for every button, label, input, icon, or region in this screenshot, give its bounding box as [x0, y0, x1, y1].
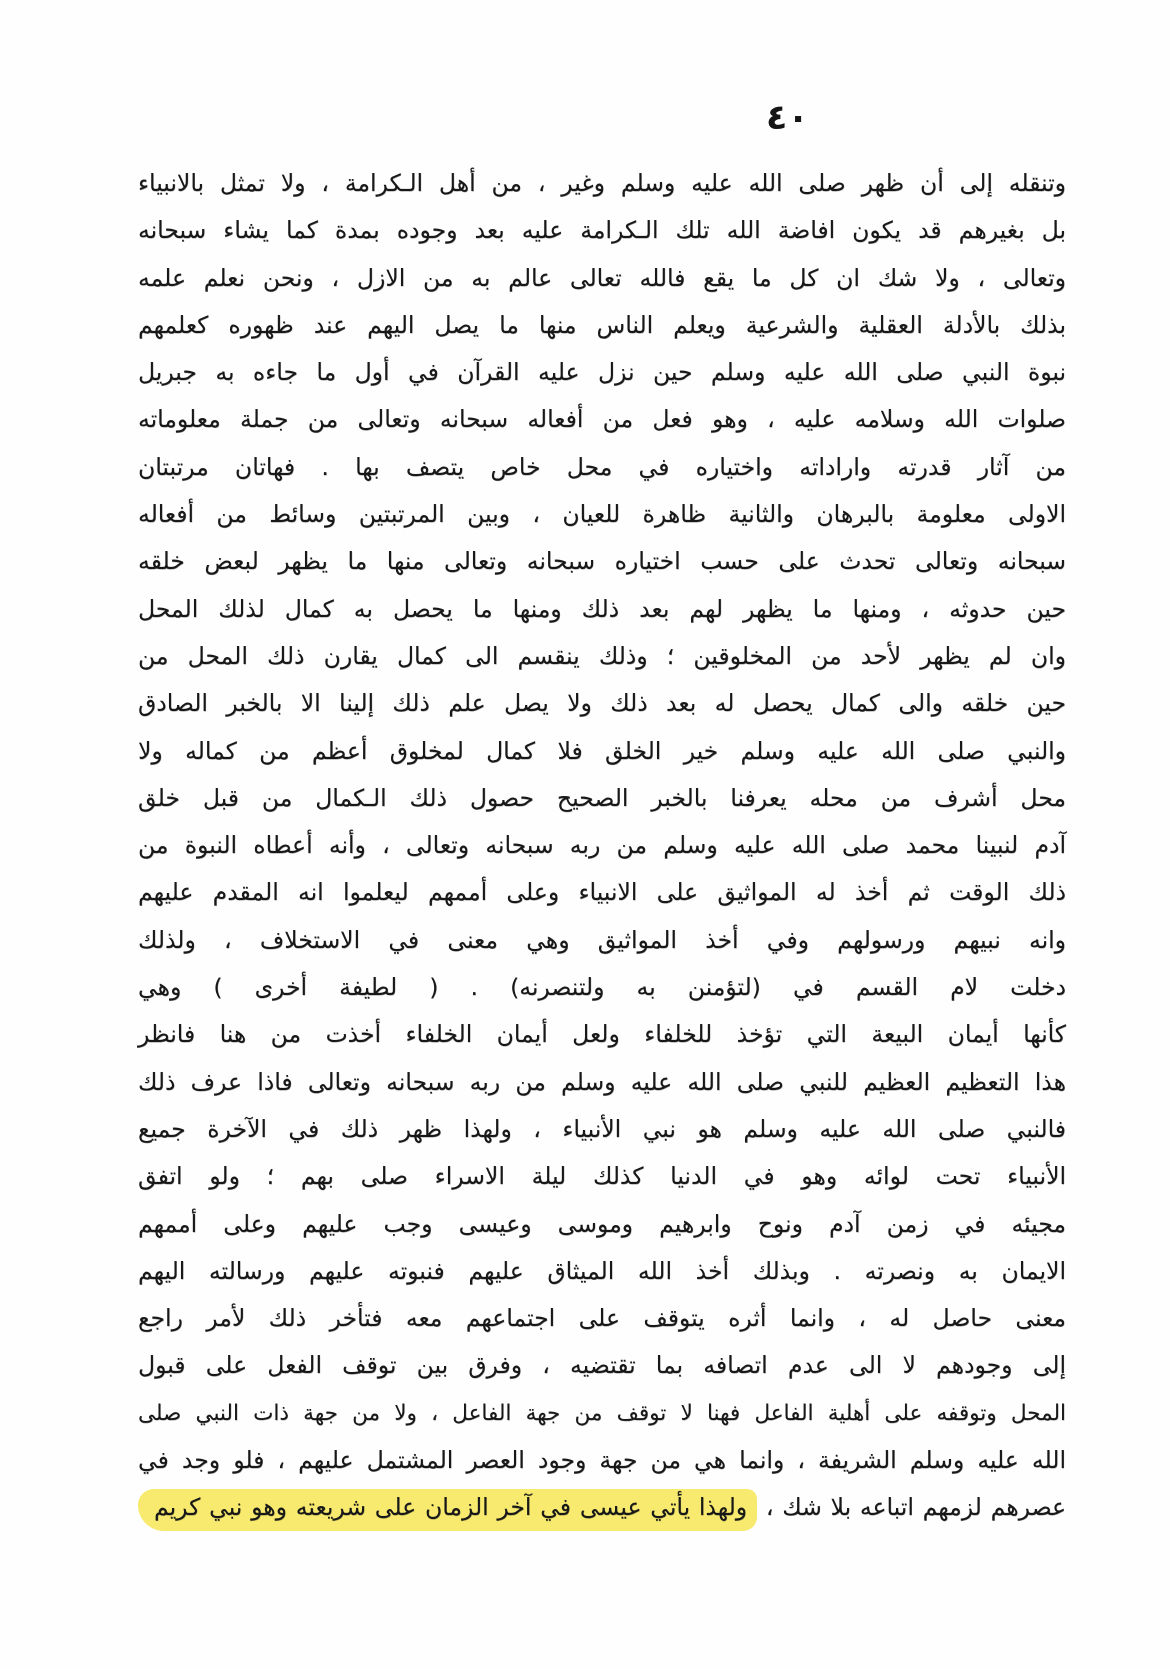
page-number: ٤٠ — [766, 98, 809, 138]
text-line: المحل وتوقفه على أهلية الفاعل فهنا لا توقف من جهة الفاعل ، ولا من جهة ذات النبي صلى — [138, 1400, 1066, 1426]
text-line: من آثار قدرته واراداته واختياره في محل خاص يتصف بها . فهاتان مرتبتان — [138, 452, 1066, 481]
text-line-final — [138, 1484, 1066, 1531]
text-line: وتنقله إلى أن ظهر صلى الله عليه وسلم وغير ، من أهل الـكرامة ، ولا تمثل بالانبياء — [138, 169, 1066, 197]
text-line: وان لم يظهر لأحد من المخلوقين ؛ وذلك ينقسم الى كمال يقارن ذلك المحل من — [138, 641, 1066, 670]
text-line: بذلك بالأدلة العقلية والشرعية ويعلم الناس منها ما يصل اليهم عند ظهوره كعلمهم — [138, 310, 1066, 339]
text-line: هذا التعظيم العظيم للنبي صلى الله عليه وسلم من ربه سبحانه وتعالى فاذا عرف ذلك — [138, 1067, 1066, 1096]
text-line: مجيئه في زمن آدم ونوح وابرهيم وموسى وعيسى وجب عليهم وعلى أممهم — [138, 1209, 1066, 1238]
text-line: محل أشرف من محله يعرفنا بالخبر الصحيح حصول ذلك الـكمال من قبل خلق — [138, 783, 1066, 812]
text-line: الله عليه وسلم الشريفة ، وانما هي من جهة وجود العصر المشتمل عليهم ، فلو وجد في — [138, 1446, 1066, 1475]
text-line: الايمان به ونصرته . وبذلك أخذ الله الميثاق عليهم فنبوته عليهم ورسالته اليهم — [138, 1256, 1066, 1285]
text-line: دخلت لام القسم في (لتؤمنن به ولتنصرنه) . ( لطيفة أخرى ) وهي — [138, 973, 1066, 1002]
text-line: فالنبي صلى الله عليه وسلم هو نبي الأنبياء ، ولهذا ظهر ذلك في الآخرة جميع — [138, 1114, 1066, 1143]
text-line: بل بغيرهم قد يكون افاضة الله تلك الـكرامة عليه بعد وجوده بمدة كما يشاء سبحانه — [138, 216, 1066, 245]
text-line: وتعالى ، ولا شك ان كل ما يقع فالله تعالى عالم به من الازل ، ونحن نعلم علمه — [138, 263, 1066, 292]
final-line-plain-text: عصرهم لزمهم اتباعه بلا شك ، — [765, 1493, 1066, 1522]
text-line: حين حدوثه ، ومنها ما يظهر لهم بعد ذلك ومنها ما يحصل به كمال لذلك المحل — [138, 594, 1066, 623]
text-line: الاولى معلومة بالبرهان والثانية ظاهرة للعيان ، وبين المرتبتين وسائط من أفعاله — [138, 500, 1066, 529]
text-line: ذلك الوقت ثم أخذ له المواثيق على الانبياء وعلى أممهم ليعلموا انه المقدم عليهم — [138, 878, 1066, 907]
text-line: آدم لنبينا محمد صلى الله عليه وسلم من ربه سبحانه وتعالى ، وأنه أعطاه النبوة من — [138, 831, 1066, 860]
text-line: والنبي صلى الله عليه وسلم خير الخلق فلا كمال لمخلوق أعظم من كماله ولا — [138, 736, 1066, 765]
text-line: وانه نبيهم ورسولهم وفي أخذ المواثيق وهي معنى في الاستخلاف ، ولذلك — [138, 925, 1066, 954]
text-block — [138, 160, 1066, 1532]
text-line: سبحانه وتعالى تحدث على حسب اختياره سبحانه وتعالى منها ما يظهر لبعض خلقه — [138, 547, 1066, 576]
text-line: معنى حاصل له ، وانما أثره يتوقف على اجتماعهم معه فتأخر ذلك لأمر راجع — [138, 1304, 1066, 1333]
text-line: إلى وجودهم لا الى عدم اتصافه بما تقتضيه ، وفرق بين توقف الفعل على قبول — [138, 1351, 1066, 1380]
highlighted-text: ولهذا يأتي عيسى في آخر الزمان على شريعته وهو نبي كريم — [138, 1489, 757, 1531]
text-line: كأنها أيمان البيعة التي تؤخذ للخلفاء ولعل أيمان الخلفاء أخذت من هنا فانظر — [138, 1020, 1066, 1049]
text-line: الأنبياء تحت لوائه وهو في الدنيا كذلك ليلة الاسراء صلى بهم ؛ ولو اتفق — [138, 1162, 1066, 1191]
text-line: نبوة النبي صلى الله عليه وسلم حين نزل عليه القرآن في أول ما جاءه به جبريل — [138, 358, 1066, 387]
text-line: حين خلقه والى كمال يحصل له بعد ذلك ولا يصل علم ذلك إلينا الا بالخبر الصادق — [138, 689, 1066, 718]
text-line: صلوات الله وسلامه عليه ، وهو فعل من أفعاله سبحانه وتعالى من جملة معلوماته — [138, 405, 1066, 434]
